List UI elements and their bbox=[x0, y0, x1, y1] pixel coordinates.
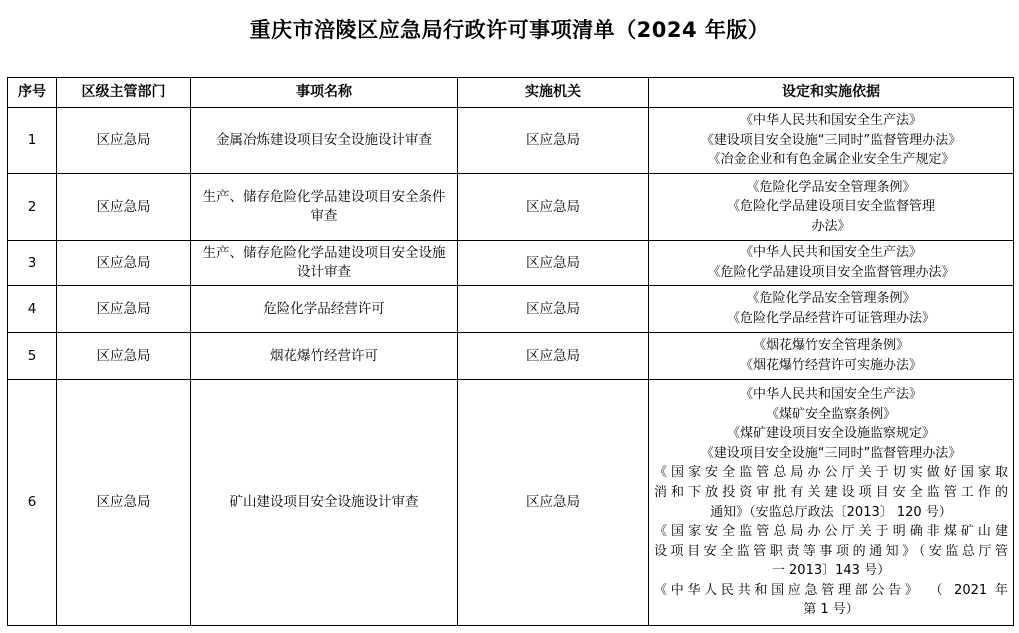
basis-line: 办法》 bbox=[811, 218, 851, 234]
cell-dept: 区应急局 bbox=[57, 174, 191, 241]
table-row bbox=[8, 380, 1014, 626]
cell-item: 生产、储存危险化学品建设项目安全设施设计审查 bbox=[191, 241, 458, 286]
cell-basis bbox=[649, 380, 1014, 626]
cell-dept: 区应急局 bbox=[57, 380, 191, 626]
cell-item: 烟花爆竹经营许可 bbox=[191, 333, 458, 380]
basis-line: 《建设项目安全设施“三同时”监督管理办法》 bbox=[700, 132, 962, 148]
cell-seq: 6 bbox=[8, 380, 57, 626]
header-item: 事项名称 bbox=[191, 78, 458, 108]
table-row bbox=[8, 108, 1014, 174]
cell-basis bbox=[649, 286, 1014, 333]
header-basis: 设定和实施依据 bbox=[649, 78, 1014, 108]
cell-item: 生产、储存危险化学品建设项目安全条件审查 bbox=[191, 174, 458, 241]
cell-basis bbox=[649, 174, 1014, 241]
cell-agency: 区应急局 bbox=[458, 174, 649, 241]
cell-agency: 区应急局 bbox=[458, 286, 649, 333]
basis-line: 《中华人民共和国应急管理部公告》 （ 2021 年 bbox=[654, 582, 1008, 598]
basis-line: 消和下放投资审批有关建设项目安全监管工作的 bbox=[654, 484, 1008, 500]
page-title: 重庆市涪陵区应急局行政许可事项清单（2024 年版） bbox=[249, 18, 770, 42]
table-header-row bbox=[8, 78, 1014, 108]
basis-line: 《中华人民共和国安全生产法》 bbox=[739, 113, 922, 129]
basis-line: 《冶金企业和有色金属企业安全生产规定》 bbox=[707, 152, 955, 168]
cell-item: 危险化学品经营许可 bbox=[191, 286, 458, 333]
cell-dept: 区应急局 bbox=[57, 333, 191, 380]
table-row bbox=[8, 333, 1014, 380]
basis-line: 《国家安全监管总局办公厅关于切实做好国家取 bbox=[654, 465, 1008, 481]
basis-line: 一 2013〕143 号） bbox=[771, 563, 891, 579]
table-row bbox=[8, 286, 1014, 333]
basis-line: 《烟花爆竹经营许可实施办法》 bbox=[739, 358, 922, 373]
cell-seq: 4 bbox=[8, 286, 57, 333]
table-row bbox=[8, 174, 1014, 241]
basis-line: 《中华人民共和国安全生产法》 bbox=[739, 386, 922, 402]
header-agency: 实施机关 bbox=[458, 78, 649, 108]
cell-seq: 5 bbox=[8, 333, 57, 380]
cell-item: 金属冶炼建设项目安全设施设计审查 bbox=[191, 108, 458, 174]
cell-basis bbox=[649, 333, 1014, 380]
cell-seq: 2 bbox=[8, 174, 57, 241]
basis-line: 《煤矿安全监察条例》 bbox=[765, 406, 896, 422]
basis-line: 《危险化学品建设项目安全监督管理办法》 bbox=[707, 265, 955, 280]
basis-line: 通知》（安监总厅政法〔2013〕 120 号） bbox=[710, 504, 952, 520]
cell-agency: 区应急局 bbox=[458, 380, 649, 626]
cell-seq: 3 bbox=[8, 241, 57, 286]
table-row bbox=[8, 241, 1014, 286]
basis-line: 设项目安全监管职责等事项的通知》（安监总厅管 bbox=[654, 543, 1008, 559]
cell-dept: 区应急局 bbox=[57, 241, 191, 286]
cell-basis bbox=[649, 108, 1014, 174]
cell-basis bbox=[649, 241, 1014, 286]
cell-item: 矿山建设项目安全设施设计审查 bbox=[191, 380, 458, 626]
cell-agency: 区应急局 bbox=[458, 241, 649, 286]
cell-dept: 区应急局 bbox=[57, 108, 191, 174]
cell-seq: 1 bbox=[8, 108, 57, 174]
header-seq: 序号 bbox=[8, 78, 57, 108]
basis-line: 《国家安全监管总局办公厅关于明确非煤矿山建 bbox=[654, 524, 1008, 540]
basis-line: 《煤矿建设项目安全设施监察规定》 bbox=[726, 426, 935, 442]
basis-line: 《危险化学品安全管理条例》 bbox=[746, 291, 916, 307]
cell-agency: 区应急局 bbox=[458, 108, 649, 174]
cell-agency: 区应急局 bbox=[458, 333, 649, 380]
basis-line: 《危险化学品经营许可证管理办法》 bbox=[726, 311, 935, 326]
basis-line: 《建设项目安全设施“三同时”监督管理办法》 bbox=[700, 445, 962, 461]
basis-line: 《中华人民共和国安全生产法》 bbox=[739, 245, 922, 261]
basis-line: 《烟花爆竹安全管理条例》 bbox=[752, 338, 909, 354]
permit-table bbox=[7, 77, 1014, 626]
basis-line: 《危险化学品安全管理条例》 bbox=[746, 179, 916, 195]
cell-dept: 区应急局 bbox=[57, 286, 191, 333]
basis-line: 《危险化学品建设项目安全监督管理 bbox=[726, 199, 935, 215]
basis-line: 第 1 号） bbox=[803, 602, 859, 618]
header-dept: 区级主管部门 bbox=[57, 78, 191, 108]
